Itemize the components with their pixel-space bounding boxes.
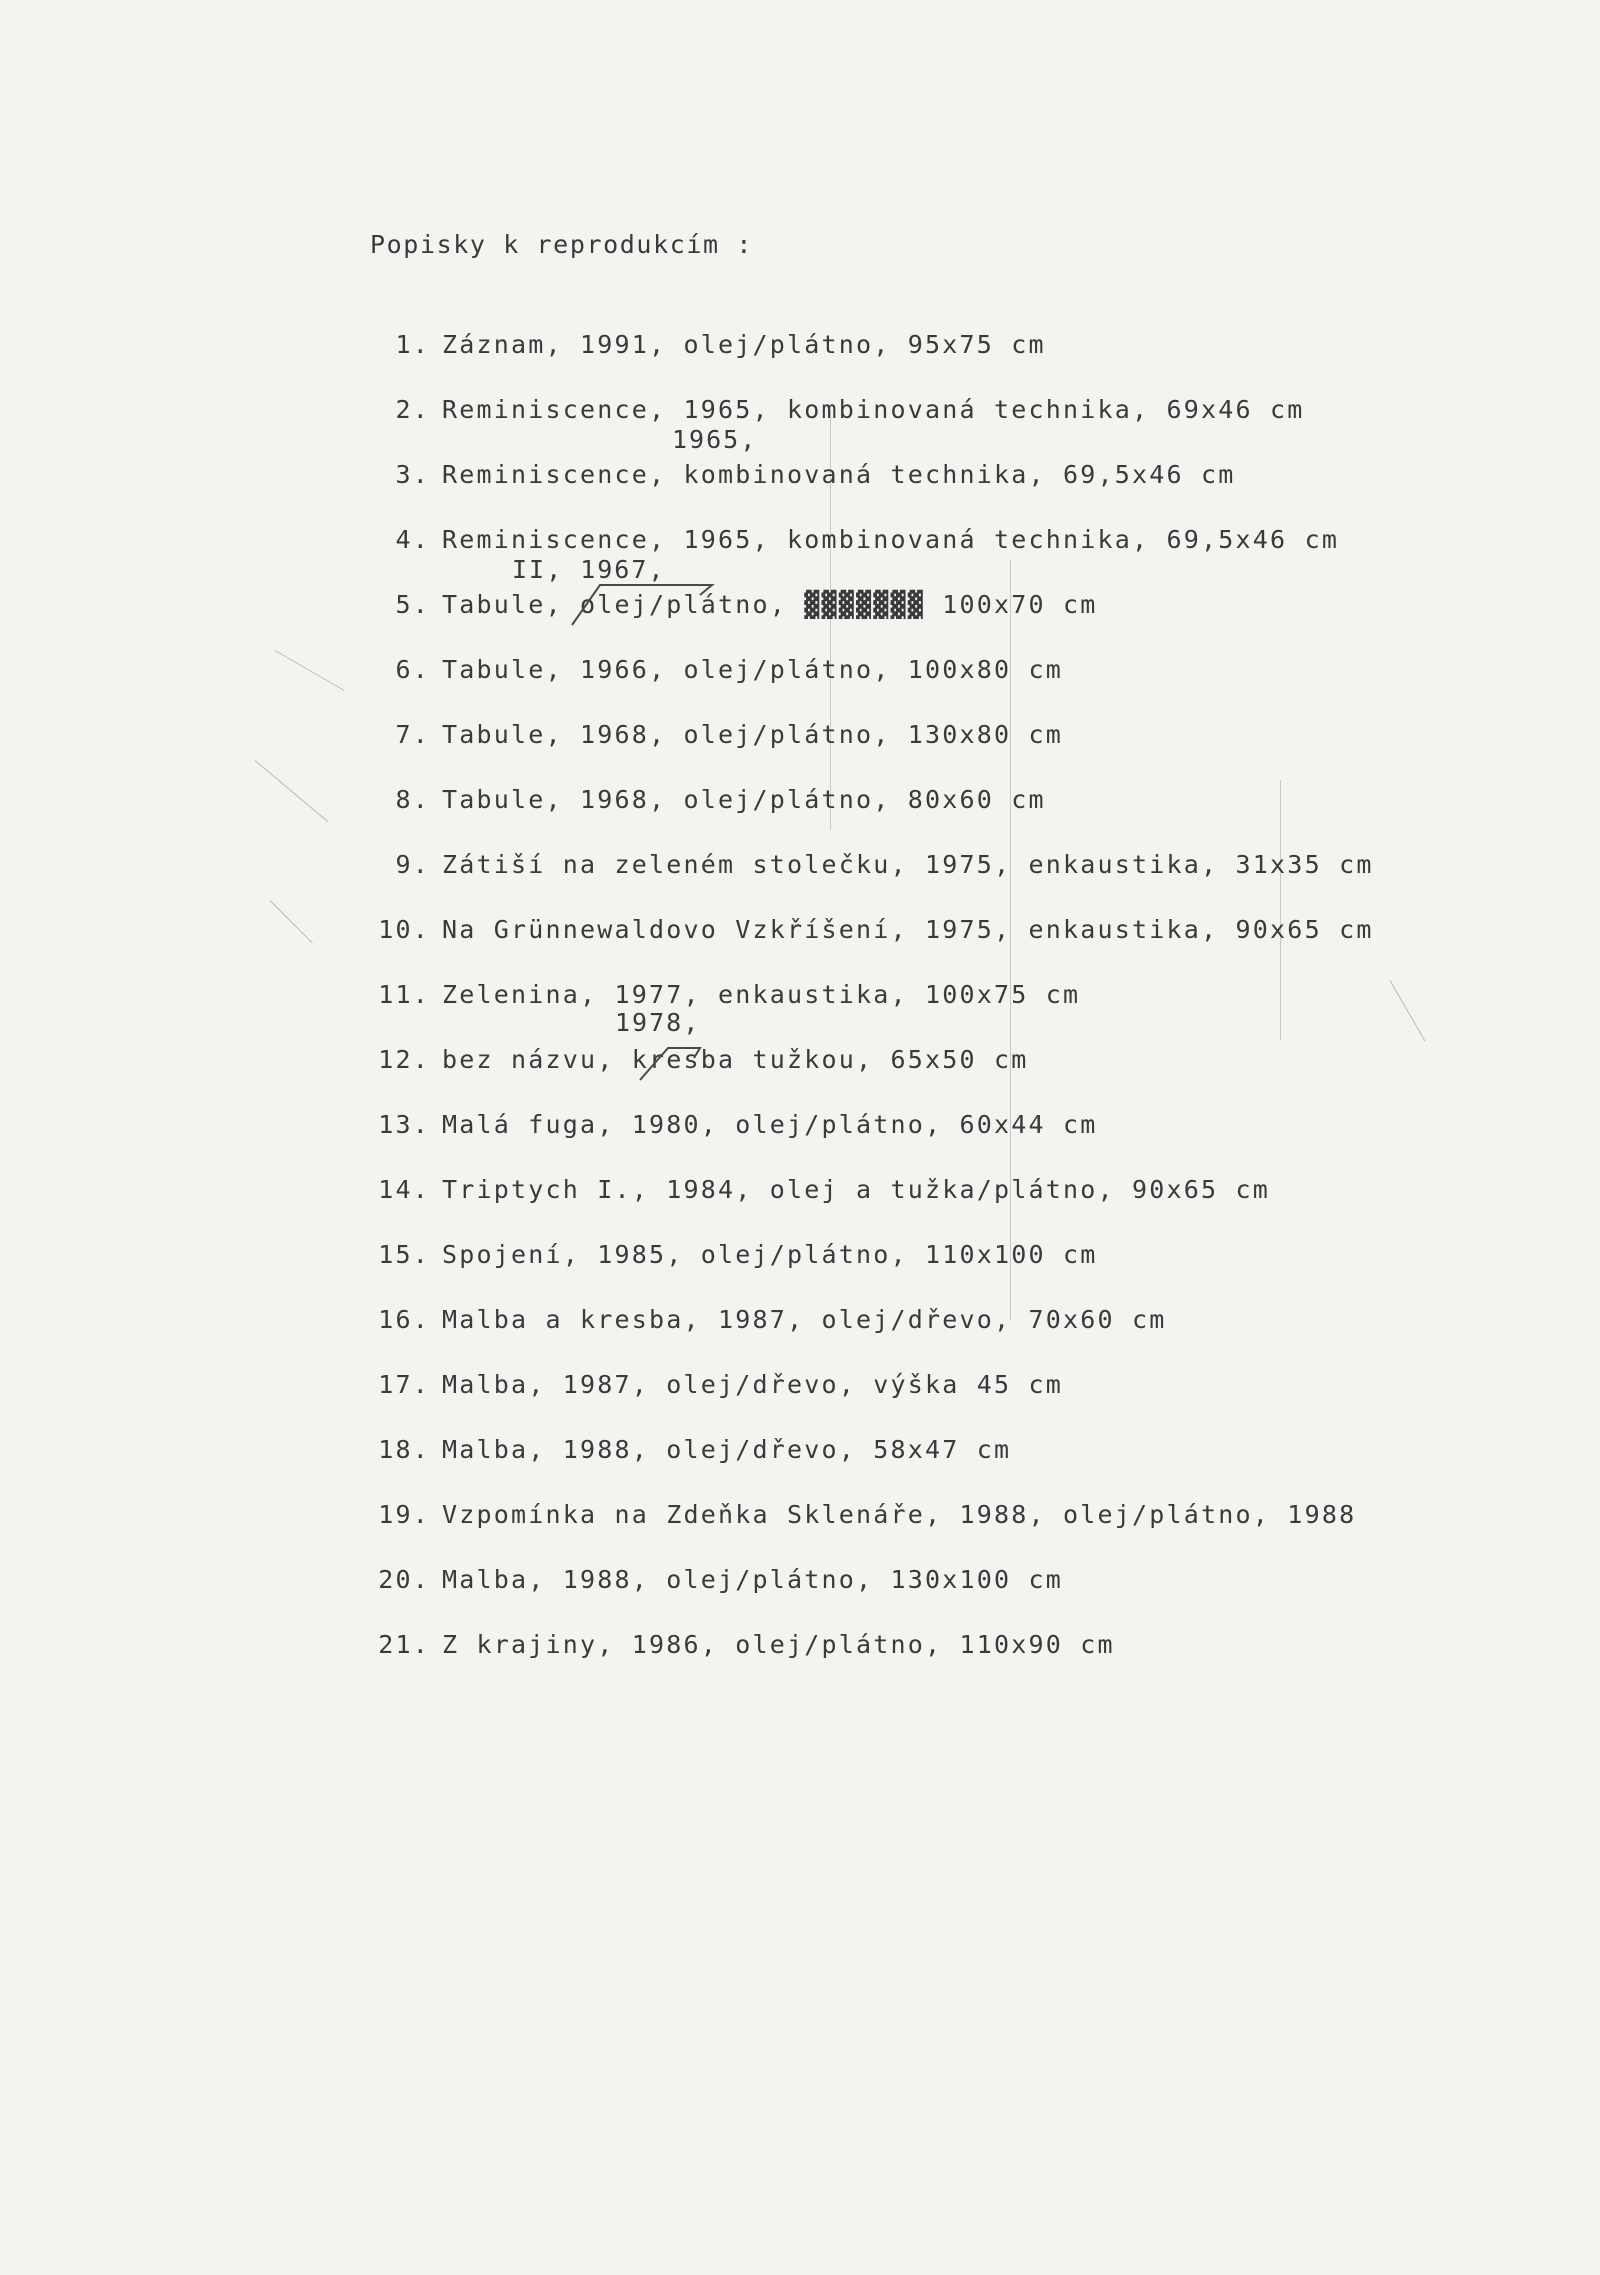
- item-text: Reminiscence, 1965, kombinovaná technika, 69,5x46 cm: [442, 525, 1340, 554]
- item-number: 3.: [395, 460, 430, 489]
- item-number: 13.: [378, 1110, 430, 1139]
- item-text: Záznam, 1991, olej/plátno, 95x75 cm: [442, 330, 1046, 359]
- item-text: Reminiscence, 1965, kombinovaná technika, 69x46 cm: [442, 395, 1305, 424]
- item-number: 9.: [395, 850, 430, 879]
- item-number: 18.: [378, 1435, 430, 1464]
- item-number: 17.: [378, 1370, 430, 1399]
- item-number: 7.: [395, 720, 430, 749]
- insertion-caret-12: [640, 1048, 700, 1080]
- item-text: Malba a kresba, 1987, olej/dřevo, 70x60 cm: [442, 1305, 1167, 1334]
- item-number: 16.: [378, 1305, 430, 1334]
- item-text: Malba, 1988, olej/plátno, 130x100 cm: [442, 1565, 1064, 1594]
- handwritten-insert: II, 1967,: [512, 555, 666, 584]
- item-number: 12.: [378, 1045, 430, 1074]
- item-text: Zelenina, 1977, enkaustika, 100x75 cm: [442, 980, 1081, 1009]
- item-text: Malba, 1987, olej/dřevo, výška 45 cm: [442, 1370, 1064, 1399]
- item-number: 21.: [378, 1630, 430, 1659]
- item-number: 8.: [395, 785, 430, 814]
- item-number: 15.: [378, 1240, 430, 1269]
- item-text: Tabule, 1966, olej/plátno, 100x80 cm: [442, 655, 1064, 684]
- item-number: 10.: [378, 915, 430, 944]
- item-number: 4.: [395, 525, 430, 554]
- insertion-caret-5: [572, 585, 712, 625]
- handwritten-insert: 1965,: [672, 425, 758, 454]
- item-number: 19.: [378, 1500, 430, 1529]
- item-text: Malá fuga, 1980, olej/plátno, 60x44 cm: [442, 1110, 1098, 1139]
- item-text: Reminiscence, kombinovaná technika, 69,5x46 cm: [442, 460, 1236, 489]
- item-text: Tabule, 1968, olej/plátno, 80x60 cm: [442, 785, 1046, 814]
- item-number: 14.: [378, 1175, 430, 1204]
- item-text: Na Grünnewaldovo Vzkříšení, 1975, enkaustika, 90x65 cm: [442, 915, 1374, 944]
- item-number: 11.: [378, 980, 430, 1009]
- item-text: Vzpomínka na Zdeňka Sklenáře, 1988, olej/plátno, 1988: [442, 1500, 1357, 1529]
- item-text: Z krajiny, 1986, olej/plátno, 110x90 cm: [442, 1630, 1115, 1659]
- handwritten-insert: 1978,: [615, 1008, 701, 1037]
- item-text: Malba, 1988, olej/dřevo, 58x47 cm: [442, 1435, 1012, 1464]
- item-text: Spojení, 1985, olej/plátno, 110x100 cm: [442, 1240, 1098, 1269]
- item-text: Tabule, olej/plátno, ▓▓▓▓▓▓▓ 100x70 cm: [442, 590, 1098, 619]
- item-number: 5.: [395, 590, 430, 619]
- item-number: 2.: [395, 395, 430, 424]
- item-number: 1.: [395, 330, 430, 359]
- item-text: Tabule, 1968, olej/plátno, 130x80 cm: [442, 720, 1064, 749]
- item-text: Zátiší na zeleném stolečku, 1975, enkaustika, 31x35 cm: [442, 850, 1374, 879]
- item-text: bez názvu, kresba tužkou, 65x50 cm: [442, 1045, 1029, 1074]
- item-number: 6.: [395, 655, 430, 684]
- item-text: Triptych I., 1984, olej a tužka/plátno, 90x65 cm: [442, 1175, 1271, 1204]
- page-title: Popisky k reprodukcím :: [370, 230, 753, 259]
- item-number: 20.: [378, 1565, 430, 1594]
